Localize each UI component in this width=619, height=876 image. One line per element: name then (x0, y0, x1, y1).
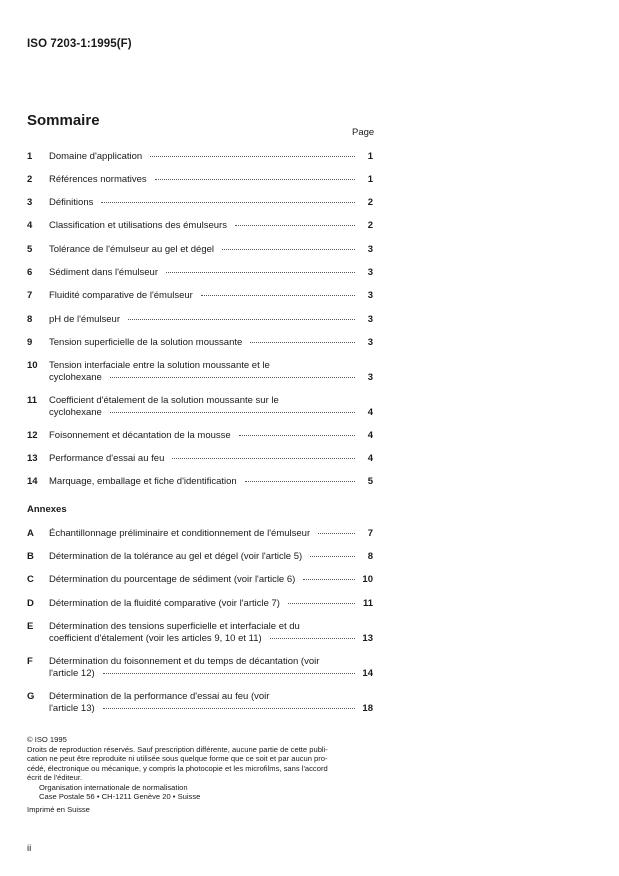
entry-title: Détermination de la fluidité comparative (voir l'article 7) (49, 598, 280, 609)
annex-letter: F (27, 656, 33, 667)
entry-title: l'article 13) (49, 703, 95, 714)
page-ref: 3 (367, 337, 373, 348)
clause-number: 2 (27, 174, 33, 185)
dot-leader (250, 341, 355, 343)
page-ref: 4 (367, 407, 373, 418)
page-ref: 11 (362, 598, 373, 609)
entry-title: Domaine d'application (49, 151, 143, 162)
page-ref: 5 (367, 476, 373, 487)
entry-title: Coefficient d'étalement de la solution moussante sur le (49, 395, 279, 406)
dot-leader (245, 480, 355, 482)
dot-leader (288, 602, 355, 604)
page-ref: 4 (367, 453, 373, 464)
entry-title: Tension superficielle de la solution moussante (49, 337, 243, 348)
dot-leader (110, 411, 355, 413)
entry-title: Fluidité comparative de l'émulseur (49, 290, 193, 301)
organization-name: Organisation internationale de normalisation (39, 782, 188, 792)
entry-title: Détermination de la tolérance au gel et dégel (voir l'article 5) (49, 551, 303, 562)
entry-title: Foisonnement et décantation de la mousse (49, 430, 231, 441)
clause-number: 4 (27, 220, 33, 231)
clause-number: 9 (27, 337, 33, 348)
dot-leader (239, 434, 355, 436)
dot-leader (222, 248, 355, 250)
entry-title: Classification et utilisations des émulseurs (49, 220, 227, 231)
page-ref: 4 (367, 430, 373, 441)
dot-leader (155, 178, 355, 180)
entry-title: Tension interfaciale entre la solution moussante et le (49, 360, 270, 371)
page-ref: 3 (367, 267, 373, 278)
page-ref: 3 (367, 314, 373, 325)
entry-title: Marquage, emballage et fiche d'identification (49, 476, 237, 487)
page-ref: 7 (367, 528, 373, 539)
clause-number: 5 (27, 244, 33, 255)
clause-number: 6 (27, 267, 33, 278)
clause-number: 11 (27, 395, 38, 406)
clause-number: 13 (27, 453, 38, 464)
page-ref: 1 (367, 151, 373, 162)
annex-letter: D (27, 598, 34, 609)
entry-title: Performance d'essai au feu (49, 453, 165, 464)
dot-leader (318, 532, 355, 534)
entry-title: Échantillonnage préliminaire et conditionnement de l'émulseur (49, 528, 311, 539)
entry-title: Détermination du pourcentage de sédiment (voir l'article 6) (49, 574, 296, 585)
page-ref: 10 (362, 574, 373, 585)
page-ref: 3 (367, 290, 373, 301)
clause-number: 14 (27, 476, 38, 487)
entry-title: cyclohexane (49, 372, 102, 383)
clause-number: 7 (27, 290, 33, 301)
entry-title: Détermination de la performance d'essai au feu (voir (49, 691, 270, 702)
organization-address: Case Postale 56 • CH-1211 Genève 20 • Suisse (39, 792, 201, 801)
entry-title: Sédiment dans l'émulseur (49, 267, 159, 278)
entry-title: cyclohexane (49, 407, 102, 418)
rights-line: cation ne peut être reproduite ni utilisée sous quelque forme que ce soit et par aucun pro- (27, 754, 328, 763)
entry-title: Détermination du foisonnement et du temps de décantation (voir (49, 656, 320, 667)
dot-leader (110, 376, 355, 378)
dot-leader (310, 555, 355, 557)
dot-leader (166, 271, 355, 273)
dot-leader (128, 318, 355, 320)
clause-number: 3 (27, 197, 33, 208)
page-ref: 2 (367, 197, 373, 208)
document-header: ISO 7203-1:1995(F) (27, 38, 132, 50)
entry-title: Tolérance de l'émulseur au gel et dégel (49, 244, 215, 255)
page-title: Sommaire (27, 112, 100, 129)
page-ref: 2 (367, 220, 373, 231)
page-ref: 8 (367, 551, 373, 562)
dot-leader (201, 294, 355, 296)
page-ref: 3 (367, 244, 373, 255)
annex-letter: B (27, 551, 34, 562)
clause-number: 1 (27, 151, 33, 162)
entry-title: Détermination des tensions superficielle et interfaciale et du (49, 621, 300, 632)
annex-letter: E (27, 621, 34, 632)
dot-leader (303, 578, 355, 580)
clause-number: 10 (27, 360, 38, 371)
annex-letter: A (27, 528, 34, 539)
rights-line: écrit de l'éditeur. (27, 773, 83, 782)
page-ref: 18 (362, 703, 373, 714)
clause-number: 12 (27, 430, 38, 441)
copyright-line: © ISO 1995 (27, 735, 67, 744)
annexes-heading: Annexes (27, 504, 67, 515)
entry-title: pH de l'émulseur (49, 314, 120, 325)
clause-number: 8 (27, 314, 33, 325)
page-ref: 13 (362, 633, 373, 644)
dot-leader (150, 155, 355, 157)
entry-title: l'article 12) (49, 668, 95, 679)
dot-leader (270, 637, 355, 639)
dot-leader (103, 707, 355, 709)
annex-letter: C (27, 574, 34, 585)
entry-title: coefficient d'étalement (voir les articles 9, 10 et 11) (49, 633, 262, 644)
dot-leader (101, 201, 355, 203)
page-ref: 3 (367, 372, 373, 383)
annex-letter: G (27, 691, 35, 702)
printed-in: Imprimé en Suisse (27, 804, 90, 814)
page-ref: 14 (362, 668, 373, 679)
page-number: ii (27, 843, 32, 854)
page-ref: 1 (367, 174, 373, 185)
rights-line: cédé, électronique ou mécanique, y compris la photocopie et les microfilms, sans l'accord (27, 763, 328, 773)
dot-leader (235, 224, 355, 226)
dot-leader (172, 457, 355, 459)
page-column-label: Page (352, 127, 375, 138)
entry-title: Définitions (49, 197, 94, 208)
copyright-notice (27, 735, 377, 814)
dot-leader (103, 672, 355, 674)
rights-line: Droits de reproduction réservés. Sauf prescription différente, aucune partie de cette publi- (27, 744, 328, 754)
entry-title: Références normatives (49, 174, 147, 185)
